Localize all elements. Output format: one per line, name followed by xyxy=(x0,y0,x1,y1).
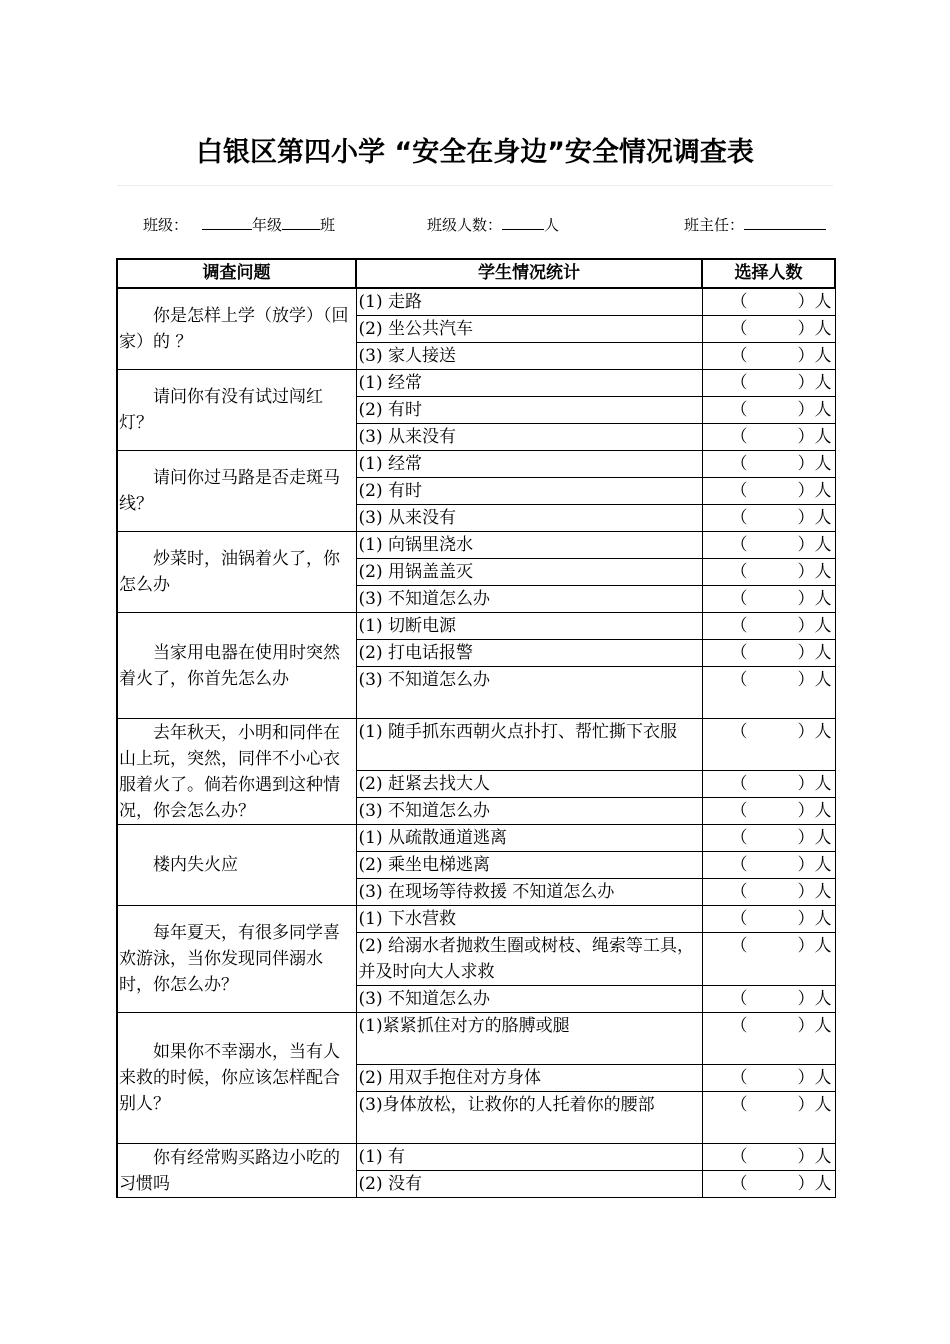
header-count: 选择人数 xyxy=(702,259,835,288)
count-unit: 人 xyxy=(544,216,560,234)
count-close-paren: ）人 xyxy=(797,722,832,742)
count-close-paren: ）人 xyxy=(797,1068,832,1088)
option-cell: (1) 向锅里浇水 xyxy=(356,532,702,559)
count-open-paren: （ xyxy=(730,346,748,366)
count-close-paren: ）人 xyxy=(797,882,832,902)
count-open-paren: （ xyxy=(730,292,748,312)
count-blank[interactable] xyxy=(502,215,544,230)
option-cell: (1) 从疏散通道逃离 xyxy=(356,825,702,852)
count-cell[interactable] xyxy=(702,667,835,719)
count-open-paren: （ xyxy=(730,427,748,447)
class-field xyxy=(143,214,335,235)
table-row xyxy=(117,613,835,640)
count-close-paren: ）人 xyxy=(797,454,832,474)
option-cell: (2) 打电话报警 xyxy=(356,640,702,667)
table-row xyxy=(117,1013,835,1065)
count-cell[interactable] xyxy=(702,559,835,586)
count-close-paren: ）人 xyxy=(797,1147,832,1167)
count-open-paren: （ xyxy=(730,1095,748,1115)
table-row xyxy=(117,532,835,559)
option-cell: (1) 经常 xyxy=(356,451,702,478)
count-close-paren: ）人 xyxy=(797,936,832,956)
option-cell: (2) 赶紧去找大人 xyxy=(356,771,702,798)
option-cell: (2) 用双手抱住对方身体 xyxy=(356,1065,702,1092)
count-open-paren: （ xyxy=(730,373,748,393)
count-close-paren: ）人 xyxy=(797,427,832,447)
count-open-paren: （ xyxy=(730,855,748,875)
question-text: 请问你有没有试过闯红灯？ xyxy=(119,387,323,433)
table-row xyxy=(117,370,835,397)
count-cell[interactable] xyxy=(702,343,835,370)
count-open-paren: （ xyxy=(730,589,748,609)
option-cell: (3)身体放松，让救你的人托着你的腰部 xyxy=(356,1092,702,1144)
count-close-paren: ）人 xyxy=(797,562,832,582)
count-cell[interactable] xyxy=(702,451,835,478)
class-blank[interactable] xyxy=(282,215,320,230)
option-cell: (2) 乘坐电梯逃离 xyxy=(356,852,702,879)
option-cell: (1) 切断电源 xyxy=(356,613,702,640)
table-row xyxy=(117,288,835,316)
question-text: 请问你过马路是否走斑马线？ xyxy=(119,468,340,514)
count-open-paren: （ xyxy=(730,616,748,636)
count-open-paren: （ xyxy=(730,936,748,956)
count-close-paren: ）人 xyxy=(797,292,832,312)
count-open-paren: （ xyxy=(730,535,748,555)
count-close-paren: ）人 xyxy=(797,481,832,501)
count-open-paren: （ xyxy=(730,1068,748,1088)
table-row xyxy=(117,719,835,771)
count-close-paren: ）人 xyxy=(797,616,832,636)
count-close-paren: ）人 xyxy=(797,535,832,555)
count-cell[interactable] xyxy=(702,1092,835,1144)
teacher-field xyxy=(684,214,826,235)
count-open-paren: （ xyxy=(730,722,748,742)
option-cell: (2) 给溺水者抛救生圈或树枝、绳索等工具，并及时向大人求救 xyxy=(356,933,702,986)
count-close-paren: ）人 xyxy=(797,1095,832,1115)
question-text: 每年夏天，有很多同学喜欢游泳，当你发现同伴溺水时，你怎么办？ xyxy=(119,923,340,995)
count-open-paren: （ xyxy=(730,319,748,339)
count-close-paren: ）人 xyxy=(797,643,832,663)
teacher-label: 班主任： xyxy=(684,216,745,234)
teacher-blank[interactable] xyxy=(744,215,826,230)
option-cell: (1)紧紧抓住对方的胳膊或腿 xyxy=(356,1013,702,1065)
count-cell[interactable] xyxy=(702,640,835,667)
count-open-paren: （ xyxy=(730,481,748,501)
count-close-paren: ）人 xyxy=(797,508,832,528)
count-close-paren: ）人 xyxy=(797,589,832,609)
question-text: 炒菜时，油锅着火了，你怎么办 xyxy=(119,549,340,595)
option-cell: (3) 不知道怎么办 xyxy=(356,586,702,613)
count-open-paren: （ xyxy=(730,454,748,474)
count-open-paren: （ xyxy=(730,828,748,848)
question-cell xyxy=(117,1144,356,1198)
option-cell: (3) 不知道怎么办 xyxy=(356,798,702,825)
header-stats: 学生情况统计 xyxy=(356,259,702,288)
question-text: 当家用电器在使用时突然着火了，你首先怎么办 xyxy=(119,642,340,689)
count-cell[interactable] xyxy=(702,906,835,933)
class-suffix: 班 xyxy=(320,216,336,234)
count-close-paren: ）人 xyxy=(797,400,832,420)
option-cell: (3) 家人接送 xyxy=(356,343,702,370)
count-close-paren: ）人 xyxy=(797,909,832,929)
count-cell[interactable] xyxy=(702,879,835,906)
question-cell xyxy=(117,825,356,906)
question-text: 楼内失火应 xyxy=(153,855,238,875)
count-open-paren: （ xyxy=(730,1016,748,1036)
question-text: 如果你不幸溺水，当有人来救的时候，你应该怎样配合别人？ xyxy=(119,1042,340,1114)
grade-label: 年级 xyxy=(252,216,283,234)
count-close-paren: ）人 xyxy=(797,801,832,821)
count-cell[interactable] xyxy=(702,505,835,532)
count-label: 班级人数： xyxy=(427,216,503,234)
option-cell: (3) 不知道怎么办 xyxy=(356,986,702,1013)
count-open-paren: （ xyxy=(730,882,748,902)
count-cell[interactable] xyxy=(702,852,835,879)
count-open-paren: （ xyxy=(730,909,748,929)
count-cell[interactable] xyxy=(702,825,835,852)
count-cell[interactable] xyxy=(702,532,835,559)
page-title: 白银区第四小学 “安全在身边”安全情况调查表 xyxy=(196,137,754,168)
option-cell: (3) 从来没有 xyxy=(356,424,702,451)
count-cell[interactable] xyxy=(702,288,835,316)
option-cell: (1) 随手抓东西朝火点扑打、帮忙撕下衣服 xyxy=(356,719,702,771)
count-cell[interactable] xyxy=(702,478,835,505)
title-divider xyxy=(117,185,833,186)
count-open-paren: （ xyxy=(730,774,748,794)
option-cell: (1) 有 xyxy=(356,1144,702,1171)
count-close-paren: ）人 xyxy=(797,346,832,366)
count-cell[interactable] xyxy=(702,397,835,424)
option-cell: (1) 走路 xyxy=(356,288,702,316)
option-cell: (3) 在现场等待救援 不知道怎么办 xyxy=(356,879,702,906)
option-cell: (2) 坐公共汽车 xyxy=(356,316,702,343)
header-question: 调查问题 xyxy=(117,259,356,288)
count-close-paren: ）人 xyxy=(797,319,832,339)
count-cell[interactable] xyxy=(702,986,835,1013)
table-row xyxy=(117,451,835,478)
count-cell[interactable] xyxy=(702,1065,835,1092)
class-label: 班级： xyxy=(143,216,189,234)
survey-body xyxy=(117,288,835,1198)
count-cell[interactable] xyxy=(702,719,835,771)
count-close-paren: ）人 xyxy=(797,1016,832,1036)
table-row xyxy=(117,825,835,852)
count-cell[interactable] xyxy=(702,424,835,451)
table-row xyxy=(117,906,835,933)
count-open-paren: （ xyxy=(730,801,748,821)
count-close-paren: ）人 xyxy=(797,855,832,875)
count-close-paren: ）人 xyxy=(797,670,832,690)
count-cell[interactable] xyxy=(702,1171,835,1198)
count-open-paren: （ xyxy=(730,1147,748,1167)
option-cell: (2) 有时 xyxy=(356,478,702,505)
question-text: 你有经常购买路边小吃的习惯吗 xyxy=(119,1147,340,1194)
count-cell[interactable] xyxy=(702,316,835,343)
count-cell[interactable] xyxy=(702,798,835,825)
question-cell xyxy=(117,1013,356,1144)
question-text: 去年秋天，小明和同伴在山上玩，突然，同伴不小心衣服着火了。倘若你遇到这种情况，你会怎么办？ xyxy=(119,722,340,821)
count-field xyxy=(427,214,559,235)
table-row xyxy=(117,1144,835,1171)
option-cell: (2) 用锅盖盖灭 xyxy=(356,559,702,586)
question-cell xyxy=(117,288,356,370)
count-cell[interactable] xyxy=(702,933,835,986)
count-open-paren: （ xyxy=(730,562,748,582)
count-close-paren: ）人 xyxy=(797,989,832,1009)
count-open-paren: （ xyxy=(730,400,748,420)
count-close-paren: ）人 xyxy=(797,774,832,794)
count-open-paren: （ xyxy=(730,670,748,690)
question-cell xyxy=(117,613,356,719)
option-cell: (3) 不知道怎么办 xyxy=(356,667,702,719)
question-cell xyxy=(117,719,356,825)
count-open-paren: （ xyxy=(730,1174,748,1194)
count-cell[interactable] xyxy=(702,586,835,613)
count-cell[interactable] xyxy=(702,771,835,798)
count-open-paren: （ xyxy=(730,989,748,1009)
count-cell[interactable] xyxy=(702,370,835,397)
count-close-paren: ）人 xyxy=(797,373,832,393)
count-cell[interactable] xyxy=(702,613,835,640)
question-text: 你是怎样上学（放学）（回家）的 ？ xyxy=(119,306,349,352)
count-open-paren: （ xyxy=(730,508,748,528)
question-cell xyxy=(117,451,356,532)
survey-table xyxy=(116,258,836,1198)
count-open-paren: （ xyxy=(730,643,748,663)
count-cell[interactable] xyxy=(702,1013,835,1065)
question-cell xyxy=(117,532,356,613)
count-close-paren: ）人 xyxy=(797,828,832,848)
question-cell xyxy=(117,906,356,1013)
option-cell: (1) 经常 xyxy=(356,370,702,397)
option-cell: (3) 从来没有 xyxy=(356,505,702,532)
question-cell xyxy=(117,370,356,451)
option-cell: (2) 有时 xyxy=(356,397,702,424)
count-close-paren: ）人 xyxy=(797,1174,832,1194)
count-cell[interactable] xyxy=(702,1144,835,1171)
option-cell: (2) 没有 xyxy=(356,1171,702,1198)
grade-blank[interactable] xyxy=(202,215,252,230)
option-cell: (1) 下水营救 xyxy=(356,906,702,933)
